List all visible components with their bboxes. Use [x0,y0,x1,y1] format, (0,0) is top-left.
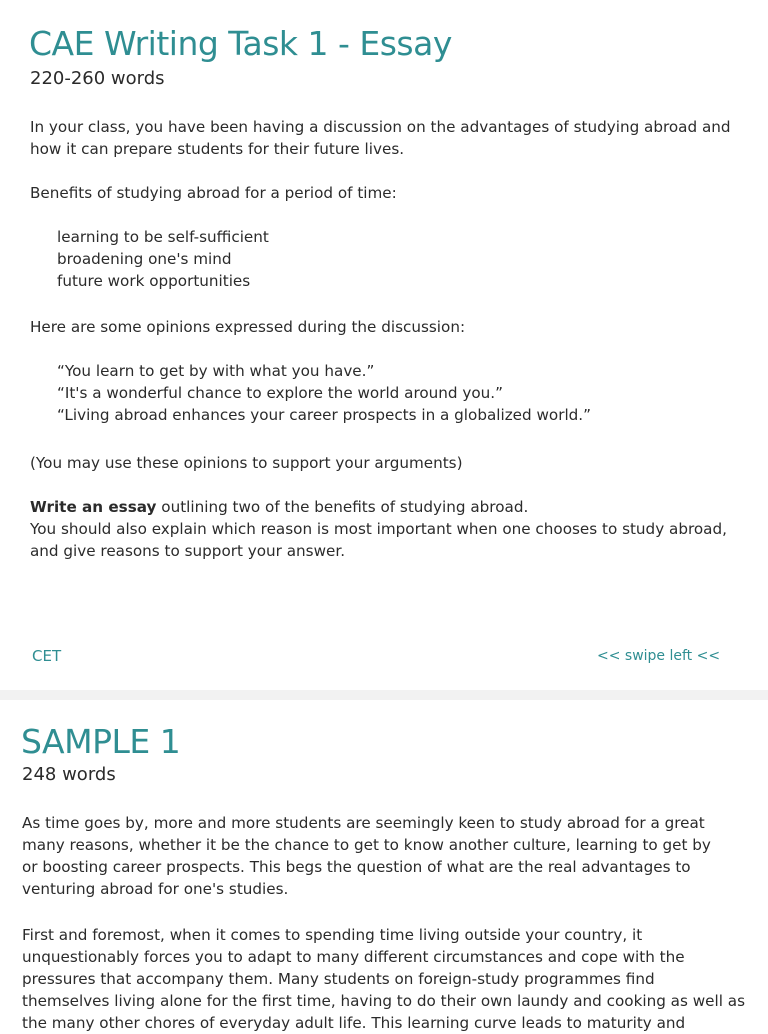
cet-label: CET [32,647,62,665]
list-item: broadening one's mind [57,250,232,268]
instruction-line-3: and give reasons to support your answer. [30,542,346,560]
text-line: venturing abroad for one's studies. [22,880,289,898]
text-line: As time goes by, more and more students are seemingly keen to study abroad for a great [22,814,705,832]
task-instruction [30,496,745,562]
text-line: or boosting career prospects. This begs the question of what are the real advantages to [22,858,691,876]
text-line: pressures that accompany them. Many students on foreign-study programmes find [22,970,655,988]
task-title: CAE Writing Task 1 - Essay [29,24,452,63]
benefits-list [57,226,269,292]
instruction-rest: outlining two of the benefits of studying abroad. [156,498,529,516]
swipe-left-hint[interactable]: << swipe left << [597,648,721,664]
text-line: many reasons, whether it be the chance to get to know another culture, learning to get by [22,836,711,854]
use-note: (You may use these opinions to support your arguments) [30,454,463,472]
word-range: 220-260 words [30,68,165,89]
list-item: “You learn to get by with what you have.” [57,362,375,380]
text-line: unquestionably forces you to adapt to many different circumstances and cope with the [22,948,685,966]
sample-paragraph-2 [22,924,752,1034]
text-line: the many other chores of everyday adult life. This learning curve leads to maturity and [22,1014,686,1032]
instruction-bold: Write an essay [30,498,157,516]
list-item: “Living abroad enhances your career prospects in a globalized world.” [57,406,592,424]
text-line: themselves living alone for the first time, having to do their own laundy and cooking as well as [22,992,745,1010]
list-item: “It's a wonderful chance to explore the world around you.” [57,384,503,402]
instruction-line-2: You should also explain which reason is most important when one chooses to study abroad, [30,520,727,538]
sample-paragraph-1 [22,812,752,900]
benefits-heading: Benefits of studying abroad for a period of time: [30,184,397,202]
text-line: First and foremost, when it comes to spending time living outside your country, it [22,926,643,944]
intro-line-2: how it can prepare students for their future lives. [30,140,405,158]
list-item: future work opportunities [57,272,251,290]
opinions-list [57,360,591,426]
opinions-heading: Here are some opinions expressed during the discussion: [30,318,466,336]
sample-title: SAMPLE 1 [21,722,181,761]
intro-paragraph [30,116,745,160]
list-item: learning to be self-sufficient [57,228,269,246]
intro-line-1: In your class, you have been having a discussion on the advantages of studying abroad and [30,118,731,136]
sample-word-count: 248 words [22,764,116,785]
